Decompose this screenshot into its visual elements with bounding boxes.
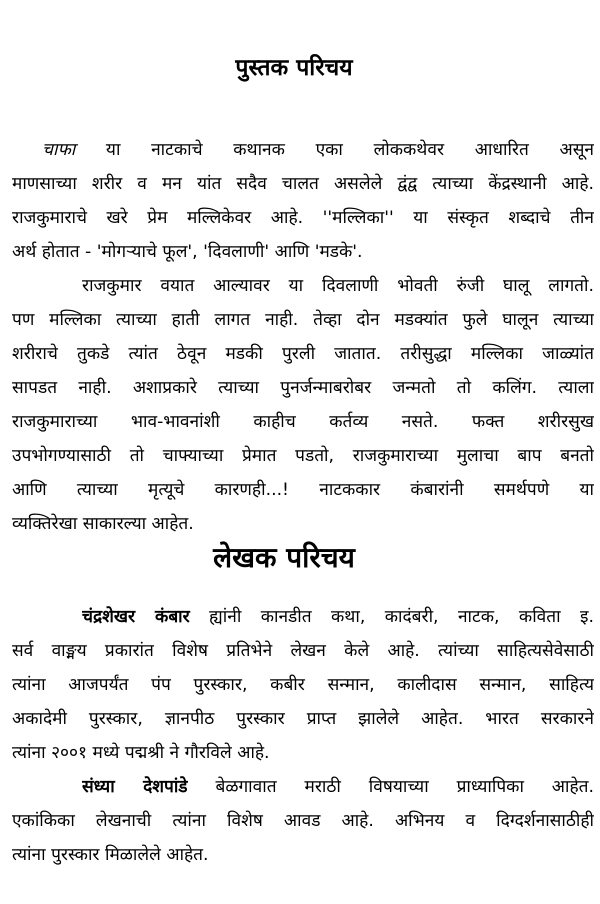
paragraph-line: माणसाच्या शरीर व मन यांत सदैव चालत असलेले द्वंद्व त्याच्या केंद्रस्थानी आहे.: [12, 174, 594, 194]
paragraph-line: उपभोगण्यासाठी तो चाफ्याच्या प्रेमात पडतो, राजकुमाराच्या मुलाचा बाप बनतो: [12, 446, 594, 466]
section-title-book-intro: पुस्तक परिचय: [235, 55, 353, 81]
paragraph-line: त्यांना २००१ मध्ये पद्मश्री ने गौरविले आहे.: [12, 743, 270, 763]
paragraph-line: पण मल्लिका त्याच्या हाती लागत नाही. तेव्हा दोन मडक्यांत फुले घालून त्याच्या: [12, 310, 594, 330]
section-title-author-intro: लेखक परिचय: [213, 541, 355, 574]
paragraph-line: चाफा या नाटकाचे कथानक एका लोककथेवर आधारित असून: [42, 140, 594, 160]
paragraph-line: सापडत नाही. अशाप्रकारे त्याच्या पुनर्जन्माबरोबर जन्मतो तो कलिंग. त्याला: [12, 378, 594, 398]
paragraph-line: त्यांना आजपर्यंत पंप पुरस्कार, कबीर सन्मान, कालीदास सन्मान, साहित्य: [12, 675, 594, 695]
paragraph-line: अकादेमी पुरस्कार, ज्ञानपीठ पुरस्कार प्राप्त झालेले आहेत. भारत सरकारने: [12, 709, 594, 729]
paragraph-line: अर्थ होतात - 'मोगऱ्याचे फूल', 'दिवलाणी' आणि 'मडके'.: [12, 242, 363, 262]
translator-name: संध्या देशपांडे: [82, 777, 188, 797]
paragraph-line: चंद्रशेखर कंबार ह्यांनी कानडीत कथा, कादंबरी, नाटक, कविता इ.: [82, 607, 594, 627]
play-title: चाफा: [42, 140, 76, 160]
author-name: चंद्रशेखर कंबार: [82, 607, 190, 627]
paragraph-line: राजकुमाराच्या भाव-भावनांशी काहीच कर्तव्य नसते. फक्त शरीरसुख: [12, 412, 594, 432]
paragraph-line: शरीराचे तुकडे त्यांत ठेवून मडकी पुरली जातात. तरीसुद्धा मल्लिका जाळ्यांत: [12, 344, 594, 364]
paragraph-line: सर्व वाङ्मय प्रकारांत विशेष प्रतिभेने लेखन केले आहे. त्यांच्या साहित्यसेवेसाठी: [12, 641, 594, 661]
paragraph-line: राजकुमार वयात आल्यावर या दिवलाणी भोवती रुंजी घालू लागतो.: [82, 276, 594, 296]
paragraph-line: राजकुमाराचे खरे प्रेम मल्लिकेवर आहे. ''मल्लिका'' या संस्कृत शब्दाचे तीन: [12, 208, 594, 228]
paragraph-line: व्यक्तिरेखा साकारल्या आहेत.: [12, 514, 194, 534]
paragraph-line: त्यांना पुरस्कार मिळालेले आहेत.: [12, 845, 209, 865]
paragraph-line: एकांकिका लेखनाची त्यांना विशेष आवड आहे. अभिनय व दिग्दर्शनासाठीही: [12, 811, 594, 831]
paragraph-line: आणि त्याच्या मृत्यूचे कारणही...! नाटककार कंबारांनी समर्थपणे या: [12, 480, 594, 500]
paragraph-line: संध्या देशपांडे बेळगावात मराठी विषयाच्या प्राध्यापिका आहेत.: [82, 777, 594, 797]
